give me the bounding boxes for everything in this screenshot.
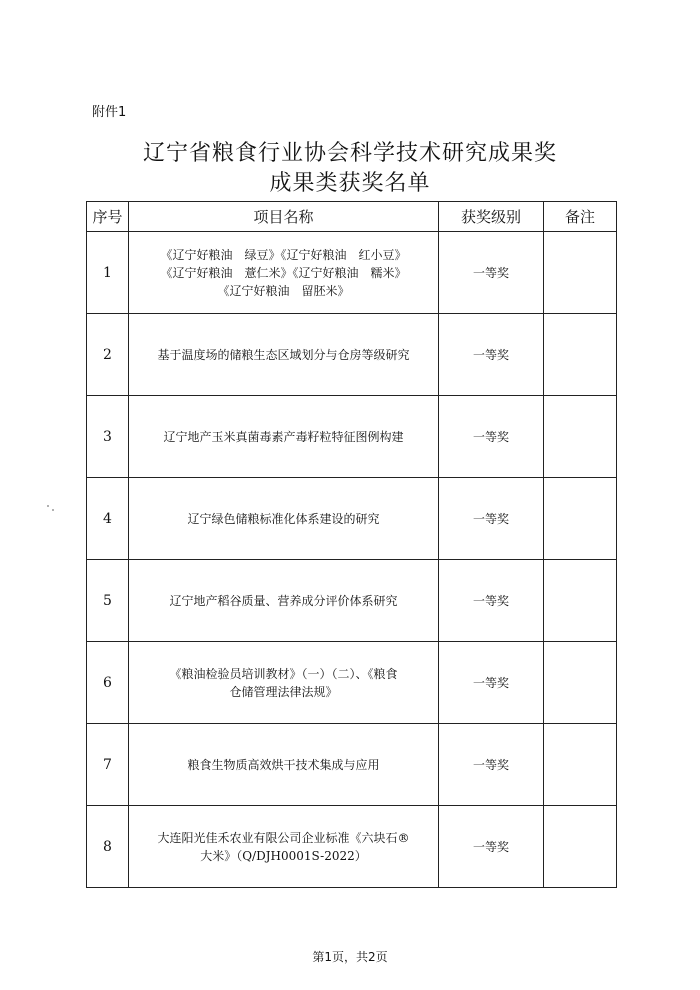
award-level: 一等奖 <box>439 478 544 560</box>
remark <box>544 806 617 888</box>
award-level: 一等奖 <box>439 724 544 806</box>
award-level: 一等奖 <box>439 560 544 642</box>
award-table <box>86 201 617 888</box>
award-level: 一等奖 <box>439 232 544 314</box>
attachment-label: 附件1 <box>92 105 127 120</box>
serial-number: 6 <box>87 642 129 724</box>
document-subtitle: 成果类获奖名单 <box>269 171 431 196</box>
project-name-line: 粮食生物质高效烘干技术集成与应用 <box>187 757 380 772</box>
serial-number: 2 <box>87 314 129 396</box>
header-award-level: 获奖级别 <box>439 202 544 232</box>
serial-number: 7 <box>87 724 129 806</box>
table-header-row <box>87 202 617 232</box>
table-row <box>87 642 617 724</box>
header-project-name: 项目名称 <box>129 202 439 232</box>
table-row <box>87 314 617 396</box>
serial-number: 3 <box>87 396 129 478</box>
table-row <box>87 478 617 560</box>
project-name <box>129 232 439 314</box>
page-footer: 第1页，共2页 <box>312 950 388 964</box>
table-body <box>87 232 617 888</box>
project-name <box>129 396 439 478</box>
project-name-line: 辽宁地产玉米真菌毒素产毒籽粒特征图例构建 <box>163 429 404 444</box>
serial-number: 1 <box>87 232 129 314</box>
project-name <box>129 314 439 396</box>
serial-number: 4 <box>87 478 129 560</box>
project-name-line: 基于温度场的储粮生态区域划分与仓房等级研究 <box>157 347 410 362</box>
award-level: 一等奖 <box>439 396 544 478</box>
project-name-line: 辽宁地产稻谷质量、营养成分评价体系研究 <box>169 593 398 608</box>
remark <box>544 314 617 396</box>
project-name-line: 《粮油检验员培训教材》（一）（二）、《粮食 <box>169 666 398 681</box>
project-name-line: 《辽宁好粮油 薏仁米》《辽宁好粮油 糯米》 <box>160 265 407 280</box>
table-row <box>87 560 617 642</box>
remark <box>544 396 617 478</box>
remark <box>544 724 617 806</box>
project-name-line: 大连阳光佳禾农业有限公司企业标准《六块石® <box>157 830 410 845</box>
award-level: 一等奖 <box>439 642 544 724</box>
project-name-line: 辽宁绿色储粮标准化体系建设的研究 <box>187 511 380 526</box>
remark <box>544 560 617 642</box>
document-title: 辽宁省粮食行业协会科学技术研究成果奖 <box>142 141 557 166</box>
project-name <box>129 724 439 806</box>
table-row <box>87 724 617 806</box>
scan-speck <box>52 509 54 511</box>
header-serial: 序号 <box>87 202 129 232</box>
remark <box>544 642 617 724</box>
table-row <box>87 396 617 478</box>
project-name <box>129 478 439 560</box>
table-row <box>87 806 617 888</box>
serial-number: 5 <box>87 560 129 642</box>
award-level: 一等奖 <box>439 806 544 888</box>
project-name-line: 《辽宁好粮油 留胚米》 <box>217 283 350 298</box>
project-name <box>129 560 439 642</box>
project-name-line: 大米》（Q/DJH0001S-2022） <box>200 848 367 863</box>
serial-number: 8 <box>87 806 129 888</box>
project-name-line: 仓储管理法律法规》 <box>229 684 338 699</box>
remark <box>544 478 617 560</box>
header-remark: 备注 <box>544 202 617 232</box>
award-level: 一等奖 <box>439 314 544 396</box>
scan-speck <box>47 505 49 507</box>
table-row <box>87 232 617 314</box>
project-name <box>129 642 439 724</box>
remark <box>544 232 617 314</box>
project-name <box>129 806 439 888</box>
project-name-line: 《辽宁好粮油 绿豆》《辽宁好粮油 红小豆》 <box>160 247 407 262</box>
